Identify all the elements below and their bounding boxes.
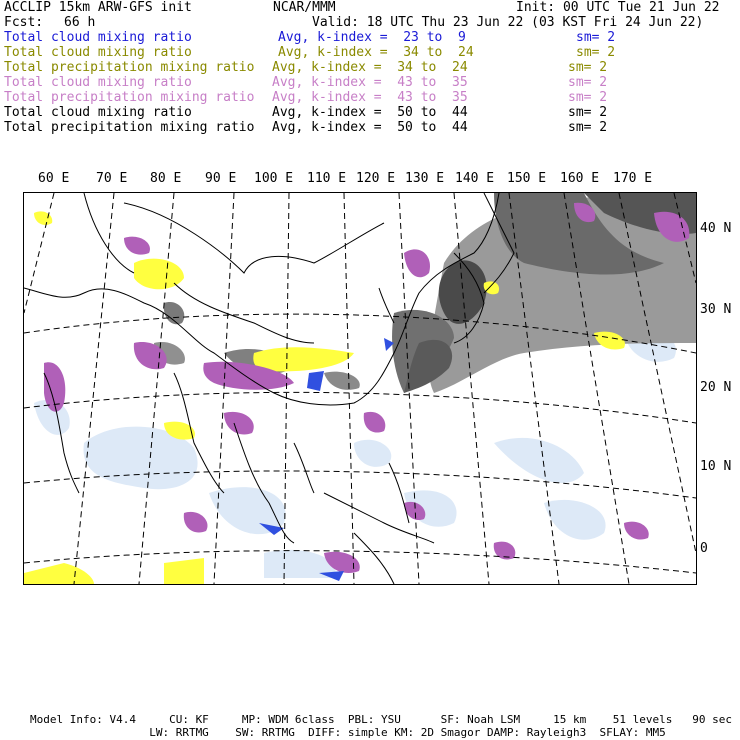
legend-sm-0: sm= 2 (576, 30, 616, 45)
legend-sm-2: sm= 2 (568, 60, 608, 75)
legend-avg-6: Avg, k-index = 50 to 44 (272, 120, 468, 135)
legend-avg-4: Avg, k-index = 43 to 35 (272, 90, 468, 105)
legend-avg-5: Avg, k-index = 50 to 44 (272, 105, 468, 120)
legend-avg-2: Avg, k-index = 34 to 24 (272, 60, 468, 75)
legend-sm-6: sm= 2 (568, 120, 608, 135)
init-time: Init: 00 UTC Tue 21 Jun 22 (516, 0, 720, 15)
legend-sm-4: sm= 2 (568, 90, 608, 105)
fcst-label: Fcst: (4, 15, 44, 30)
legend-field-2: Total precipitation mixing ratio (4, 60, 255, 75)
model-title: ACCLIP 15km ARW-GFS init (4, 0, 192, 15)
lat-label: 20 N (700, 380, 732, 395)
lon-label: 160 E (560, 171, 600, 186)
legend-field-6: Total precipitation mixing ratio (4, 120, 255, 135)
legend-avg-0: Avg, k-index = 23 to 9 (278, 30, 466, 45)
legend-avg-1: Avg, k-index = 34 to 24 (278, 45, 474, 60)
lat-label: 30 N (700, 302, 732, 317)
light-blue-cloud-fields (34, 330, 676, 578)
lon-label: 90 E (205, 171, 237, 186)
legend-field-4: Total precipitation mixing ratio (4, 90, 255, 105)
legend-field-5: Total cloud mixing ratio (4, 105, 192, 120)
lat-label: 10 N (700, 459, 732, 474)
legend-avg-3: Avg, k-index = 43 to 35 (272, 75, 468, 90)
fcst-value: 66 h (64, 15, 96, 30)
legend-sm-5: sm= 2 (568, 105, 608, 120)
lon-label: 80 E (150, 171, 182, 186)
lon-label: 100 E (254, 171, 294, 186)
legend-field-3: Total cloud mixing ratio (4, 75, 192, 90)
center-label: NCAR/MMM (273, 0, 336, 15)
lon-label: 170 E (613, 171, 653, 186)
valid-time: Valid: 18 UTC Thu 23 Jun 22 (03 KST Fri 24 Jun 22) (312, 15, 704, 30)
lat-label: 40 N (700, 221, 732, 236)
lon-label: 70 E (96, 171, 128, 186)
map-panel (23, 192, 697, 585)
lat-label: 0 (700, 541, 708, 556)
legend-sm-1: sm= 2 (576, 45, 616, 60)
model-info-line1: Model Info: V4.4 CU: KF MP: WDM 6class PBL: YSU SF: Noah LSM 15 km 51 levels 90 sec (30, 713, 732, 726)
model-info-line2: LW: RRTMG SW: RRTMG DIFF: simple KM: 2D Smagor DAMP: Rayleigh3 SFLAY: MM5 (30, 726, 666, 739)
cloud-map (24, 193, 696, 584)
legend-field-0: Total cloud mixing ratio (4, 30, 192, 45)
lon-label: 60 E (38, 171, 70, 186)
lon-label: 130 E (405, 171, 445, 186)
lon-label: 120 E (356, 171, 396, 186)
legend-sm-3: sm= 2 (568, 75, 608, 90)
lon-label: 150 E (507, 171, 547, 186)
legend-field-1: Total cloud mixing ratio (4, 45, 192, 60)
lon-label: 110 E (307, 171, 347, 186)
lon-label: 140 E (455, 171, 495, 186)
